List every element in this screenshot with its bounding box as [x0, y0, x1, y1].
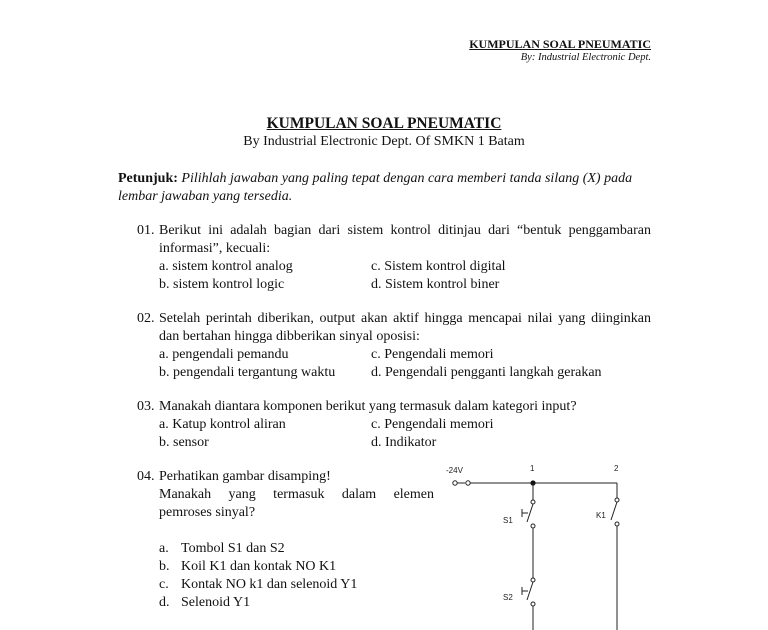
- option-text: Koil K1 dan kontak NO K1: [181, 559, 337, 574]
- rung-2-label: 2: [614, 464, 619, 473]
- option-a: a. Katup kontrol aliran: [159, 417, 286, 432]
- rung-2: [611, 483, 619, 630]
- option-b: [159, 558, 336, 576]
- option-b: b. pengendali tergantung waktu: [159, 365, 336, 380]
- question-text: Setelah perintah diberikan, output akan aktif hingga mencapai nilai yang diinginkan dan bertahan hingga dibberikan sinyal oposisi:: [159, 311, 651, 344]
- option-text: Selenoid Y1: [181, 595, 251, 610]
- rung-1: [522, 483, 535, 630]
- rung-1-label: 1: [530, 464, 535, 473]
- option-c: c. Pengendali memori: [371, 417, 494, 432]
- option-d: [159, 594, 250, 612]
- option-d: d. Indikator: [371, 435, 437, 450]
- option-b: b. sistem kontrol logic: [159, 277, 285, 292]
- document-subtitle: By Industrial Electronic Dept. Of SMKN 1 Batam: [243, 134, 525, 149]
- question-number: 01.: [137, 223, 155, 238]
- option-letter: c.: [159, 577, 169, 592]
- running-header-subtitle: By: Industrial Electronic Dept.: [520, 52, 651, 63]
- option-letter: d.: [159, 595, 170, 610]
- question-number: 02.: [137, 311, 155, 326]
- instructions-text: Pilihlah jawaban yang paling tepat dengan cara memberi tanda silang (X) pada lembar jawaban yang tersedia.: [118, 171, 633, 204]
- option-d: d. Sistem kontrol biner: [371, 277, 500, 292]
- k1-label: K1: [596, 511, 606, 520]
- option-text: Kontak NO k1 dan selenoid Y1: [181, 577, 358, 592]
- option-letter: a.: [159, 541, 169, 556]
- option-c: [159, 576, 357, 594]
- top-rail: [453, 480, 617, 485]
- s1-label: S1: [503, 516, 513, 525]
- document-title: KUMPULAN SOAL PNEUMATIC: [266, 115, 502, 132]
- option-b: b. sensor: [159, 435, 209, 450]
- option-c: c. Sistem kontrol digital: [371, 259, 506, 274]
- option-c: c. Pengendali memori: [371, 347, 494, 362]
- option-a: a. sistem kontrol analog: [159, 259, 293, 274]
- question-text: Berikut ini adalah bagian dari sistem kontrol ditinjau dari “bentuk penggambaran informasi”, kecuali:: [159, 223, 651, 256]
- supply-label: -24V: [446, 466, 463, 475]
- question-text: Manakah diantara komponen berikut yang termasuk dalam kategori input?: [159, 399, 577, 414]
- s2-label: S2: [503, 593, 513, 602]
- option-letter: b.: [159, 559, 170, 574]
- running-header: [469, 38, 651, 64]
- instructions: [118, 170, 652, 206]
- running-header-title: KUMPULAN SOAL PNEUMATIC: [469, 37, 651, 51]
- question-number: 03.: [137, 399, 155, 414]
- question-text: Manakah yang termasuk dalam elemen pemroses sinyal?: [159, 487, 434, 520]
- question-text-line1: Perhatikan gambar disamping!: [159, 469, 331, 484]
- ladder-diagram: [440, 460, 640, 630]
- option-d: d. Pengendali pengganti langkah gerakan: [371, 365, 602, 380]
- option-a: [159, 540, 285, 558]
- option-a: a. pengendali pemandu: [159, 347, 289, 362]
- option-text: Tombol S1 dan S2: [181, 541, 285, 556]
- question-number: 04.: [137, 469, 155, 484]
- instructions-label: Petunjuk:: [118, 171, 178, 186]
